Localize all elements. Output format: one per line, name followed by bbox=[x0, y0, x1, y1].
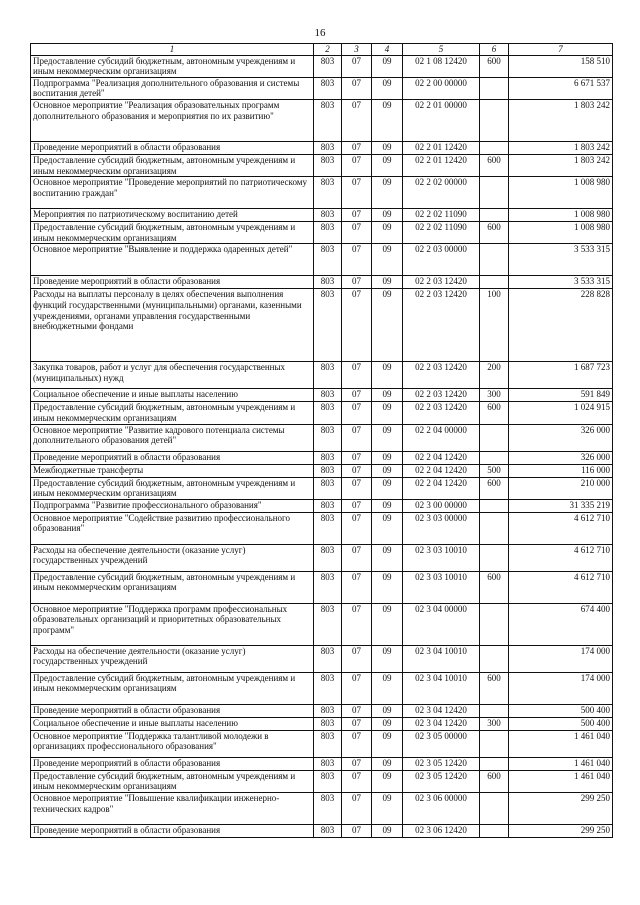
column-header: 6 bbox=[480, 44, 509, 56]
row-target-article: 02 3 06 12420 bbox=[403, 824, 480, 837]
row-subsection: 09 bbox=[372, 424, 403, 451]
table-row bbox=[31, 770, 613, 792]
row-expense-type bbox=[480, 209, 509, 222]
row-target-article: 02 2 02 00000 bbox=[403, 177, 480, 209]
row-section: 07 bbox=[342, 55, 372, 77]
row-subsection: 09 bbox=[372, 289, 403, 362]
row-grbs: 803 bbox=[314, 792, 342, 824]
row-subsection: 09 bbox=[372, 55, 403, 77]
table-row bbox=[31, 824, 613, 837]
row-name: Расходы на обеспечение деятельности (оказание услуг) государственных учреждений bbox=[31, 544, 314, 571]
table-row bbox=[31, 757, 613, 770]
row-name: Основное мероприятие "Повышение квалификации инженерно-технических кадров" bbox=[31, 792, 314, 824]
row-section: 07 bbox=[342, 477, 372, 499]
row-section: 07 bbox=[342, 451, 372, 464]
table-row bbox=[31, 704, 613, 717]
row-subsection: 09 bbox=[372, 824, 403, 837]
row-grbs: 803 bbox=[314, 177, 342, 209]
row-grbs: 803 bbox=[314, 704, 342, 717]
row-expense-type: 300 bbox=[480, 389, 509, 402]
row-amount: 116 000 bbox=[509, 464, 613, 477]
row-name: Проведение мероприятий в области образования bbox=[31, 704, 314, 717]
row-expense-type: 600 bbox=[480, 571, 509, 603]
row-amount: 500 400 bbox=[509, 704, 613, 717]
row-amount: 210 000 bbox=[509, 477, 613, 499]
row-subsection: 09 bbox=[372, 645, 403, 672]
table-row bbox=[31, 512, 613, 544]
row-amount: 4 612 710 bbox=[509, 544, 613, 571]
row-name: Подпрограмма "Реализация дополнительного образования и системы воспитания детей" bbox=[31, 77, 314, 99]
row-expense-type bbox=[480, 730, 509, 757]
row-expense-type bbox=[480, 512, 509, 544]
row-name: Расходы на выплаты персоналу в целях обеспечения выполнения функций государственными (муниципальными) органами, казенными учреждениями, органами управления государственными внебюджетными фондами bbox=[31, 289, 314, 362]
row-amount: 299 250 bbox=[509, 792, 613, 824]
row-subsection: 09 bbox=[372, 402, 403, 424]
row-grbs: 803 bbox=[314, 672, 342, 704]
row-amount: 3 533 315 bbox=[509, 244, 613, 276]
row-section: 07 bbox=[342, 244, 372, 276]
row-section: 07 bbox=[342, 77, 372, 99]
table-row bbox=[31, 209, 613, 222]
row-section: 07 bbox=[342, 792, 372, 824]
row-subsection: 09 bbox=[372, 603, 403, 645]
row-expense-type bbox=[480, 424, 509, 451]
row-subsection: 09 bbox=[372, 477, 403, 499]
row-section: 07 bbox=[342, 571, 372, 603]
row-subsection: 09 bbox=[372, 154, 403, 176]
table-row bbox=[31, 362, 613, 389]
row-amount: 326 000 bbox=[509, 424, 613, 451]
row-name: Проведение мероприятий в области образования bbox=[31, 757, 314, 770]
row-target-article: 02 2 00 00000 bbox=[403, 77, 480, 99]
row-section: 07 bbox=[342, 757, 372, 770]
row-section: 07 bbox=[342, 222, 372, 244]
row-grbs: 803 bbox=[314, 603, 342, 645]
row-grbs: 803 bbox=[314, 99, 342, 141]
row-expense-type bbox=[480, 99, 509, 141]
row-grbs: 803 bbox=[314, 512, 342, 544]
row-amount: 1 461 040 bbox=[509, 770, 613, 792]
row-section: 07 bbox=[342, 824, 372, 837]
table-row bbox=[31, 730, 613, 757]
row-target-article: 02 3 04 00000 bbox=[403, 603, 480, 645]
row-subsection: 09 bbox=[372, 512, 403, 544]
table-body bbox=[31, 55, 613, 837]
row-expense-type bbox=[480, 451, 509, 464]
row-section: 07 bbox=[342, 672, 372, 704]
row-target-article: 02 3 04 10010 bbox=[403, 645, 480, 672]
row-expense-type bbox=[480, 177, 509, 209]
row-expense-type bbox=[480, 603, 509, 645]
row-grbs: 803 bbox=[314, 477, 342, 499]
row-section: 07 bbox=[342, 704, 372, 717]
budget-table bbox=[30, 43, 613, 838]
row-section: 07 bbox=[342, 424, 372, 451]
row-target-article: 02 3 04 12420 bbox=[403, 704, 480, 717]
row-grbs: 803 bbox=[314, 770, 342, 792]
row-expense-type: 600 bbox=[480, 672, 509, 704]
row-target-article: 02 2 02 11090 bbox=[403, 222, 480, 244]
row-subsection: 09 bbox=[372, 141, 403, 154]
table-row bbox=[31, 77, 613, 99]
row-target-article: 02 1 08 12420 bbox=[403, 55, 480, 77]
row-target-article: 02 2 01 12420 bbox=[403, 141, 480, 154]
row-expense-type bbox=[480, 544, 509, 571]
row-target-article: 02 2 03 12420 bbox=[403, 276, 480, 289]
row-expense-type: 600 bbox=[480, 770, 509, 792]
table-row bbox=[31, 571, 613, 603]
row-target-article: 02 3 05 12420 bbox=[403, 757, 480, 770]
row-name: Подпрограмма "Развитие профессионального образования" bbox=[31, 499, 314, 512]
row-amount: 174 000 bbox=[509, 672, 613, 704]
row-amount: 158 510 bbox=[509, 55, 613, 77]
row-subsection: 09 bbox=[372, 464, 403, 477]
row-section: 07 bbox=[342, 276, 372, 289]
row-subsection: 09 bbox=[372, 704, 403, 717]
row-section: 07 bbox=[342, 544, 372, 571]
row-expense-type: 600 bbox=[480, 477, 509, 499]
row-grbs: 803 bbox=[314, 276, 342, 289]
row-subsection: 09 bbox=[372, 717, 403, 730]
row-name: Социальное обеспечение и иные выплаты населению bbox=[31, 389, 314, 402]
row-name: Основное мероприятие "Поддержка талантливой молодежи в организациях профессионального образования" bbox=[31, 730, 314, 757]
table-row bbox=[31, 177, 613, 209]
table-row bbox=[31, 603, 613, 645]
row-target-article: 02 2 02 11090 bbox=[403, 209, 480, 222]
row-section: 07 bbox=[342, 402, 372, 424]
row-target-article: 02 2 04 00000 bbox=[403, 424, 480, 451]
row-target-article: 02 2 03 12420 bbox=[403, 402, 480, 424]
table-row bbox=[31, 477, 613, 499]
row-name: Предоставление субсидий бюджетным, автономным учреждениям и иным некоммерческим организациям bbox=[31, 770, 314, 792]
row-expense-type: 100 bbox=[480, 289, 509, 362]
row-subsection: 09 bbox=[372, 499, 403, 512]
column-header: 1 bbox=[31, 44, 314, 56]
row-target-article: 02 3 00 00000 bbox=[403, 499, 480, 512]
page-number: 16 bbox=[314, 27, 326, 39]
row-name: Проведение мероприятий в области образования bbox=[31, 276, 314, 289]
table-row bbox=[31, 499, 613, 512]
row-grbs: 803 bbox=[314, 544, 342, 571]
row-amount: 500 400 bbox=[509, 717, 613, 730]
row-expense-type: 600 bbox=[480, 154, 509, 176]
row-target-article: 02 2 03 12420 bbox=[403, 362, 480, 389]
row-target-article: 02 2 03 00000 bbox=[403, 244, 480, 276]
table-row bbox=[31, 402, 613, 424]
row-expense-type bbox=[480, 141, 509, 154]
row-target-article: 02 2 01 12420 bbox=[403, 154, 480, 176]
row-amount: 1 803 242 bbox=[509, 99, 613, 141]
row-section: 07 bbox=[342, 141, 372, 154]
row-name: Предоставление субсидий бюджетным, автономным учреждениям и иным некоммерческим организациям bbox=[31, 154, 314, 176]
row-section: 07 bbox=[342, 362, 372, 389]
row-name: Мероприятия по патриотическому воспитанию детей bbox=[31, 209, 314, 222]
row-subsection: 09 bbox=[372, 77, 403, 99]
row-expense-type: 300 bbox=[480, 717, 509, 730]
row-target-article: 02 3 03 10010 bbox=[403, 571, 480, 603]
row-name: Межбюджетные трансферты bbox=[31, 464, 314, 477]
row-target-article: 02 2 04 12420 bbox=[403, 451, 480, 464]
row-grbs: 803 bbox=[314, 77, 342, 99]
row-name: Проведение мероприятий в области образования bbox=[31, 141, 314, 154]
row-amount: 228 828 bbox=[509, 289, 613, 362]
table-row bbox=[31, 645, 613, 672]
row-section: 07 bbox=[342, 99, 372, 141]
row-section: 07 bbox=[342, 289, 372, 362]
row-subsection: 09 bbox=[372, 276, 403, 289]
row-amount: 1 461 040 bbox=[509, 757, 613, 770]
row-amount: 4 612 710 bbox=[509, 512, 613, 544]
row-name: Социальное обеспечение и иные выплаты населению bbox=[31, 717, 314, 730]
row-subsection: 09 bbox=[372, 571, 403, 603]
row-grbs: 803 bbox=[314, 389, 342, 402]
row-grbs: 803 bbox=[314, 824, 342, 837]
column-header: 7 bbox=[509, 44, 613, 56]
row-expense-type bbox=[480, 645, 509, 672]
row-target-article: 02 3 06 00000 bbox=[403, 792, 480, 824]
row-amount: 1 008 980 bbox=[509, 209, 613, 222]
row-amount: 174 000 bbox=[509, 645, 613, 672]
row-section: 07 bbox=[342, 209, 372, 222]
row-name: Основное мероприятие "Реализация образовательных программ дополнительного образования и мероприятия по их развитию" bbox=[31, 99, 314, 141]
row-amount: 4 612 710 bbox=[509, 571, 613, 603]
row-section: 07 bbox=[342, 730, 372, 757]
row-grbs: 803 bbox=[314, 244, 342, 276]
row-name: Основное мероприятие "Выявление и поддержка одаренных детей" bbox=[31, 244, 314, 276]
row-amount: 1 687 723 bbox=[509, 362, 613, 389]
row-amount: 1 008 980 bbox=[509, 177, 613, 209]
row-amount: 326 000 bbox=[509, 451, 613, 464]
row-target-article: 02 2 01 00000 bbox=[403, 99, 480, 141]
table-row bbox=[31, 289, 613, 362]
row-name: Проведение мероприятий в области образования bbox=[31, 451, 314, 464]
row-name: Основное мероприятие "Развитие кадрового потенциала системы дополнительного образования детей" bbox=[31, 424, 314, 451]
row-name: Проведение мероприятий в области образования bbox=[31, 824, 314, 837]
row-grbs: 803 bbox=[314, 757, 342, 770]
row-section: 07 bbox=[342, 177, 372, 209]
row-target-article: 02 3 05 12420 bbox=[403, 770, 480, 792]
row-name: Предоставление субсидий бюджетным, автономным учреждениям и иным некоммерческим организациям bbox=[31, 402, 314, 424]
table-row bbox=[31, 672, 613, 704]
row-expense-type: 600 bbox=[480, 402, 509, 424]
row-grbs: 803 bbox=[314, 451, 342, 464]
column-header: 3 bbox=[342, 44, 372, 56]
table-row bbox=[31, 792, 613, 824]
table-row bbox=[31, 276, 613, 289]
row-subsection: 09 bbox=[372, 770, 403, 792]
row-name: Предоставление субсидий бюджетным, автономным учреждениям и иным некоммерческим организациям bbox=[31, 477, 314, 499]
row-name: Предоставление субсидий бюджетным, автономным учреждениям и иным некоммерческим организациям bbox=[31, 672, 314, 704]
row-grbs: 803 bbox=[314, 645, 342, 672]
row-expense-type bbox=[480, 824, 509, 837]
row-grbs: 803 bbox=[314, 424, 342, 451]
row-amount: 1 461 040 bbox=[509, 730, 613, 757]
column-header: 5 bbox=[403, 44, 480, 56]
table-row bbox=[31, 154, 613, 176]
row-section: 07 bbox=[342, 603, 372, 645]
row-amount: 674 400 bbox=[509, 603, 613, 645]
row-section: 07 bbox=[342, 499, 372, 512]
table-row bbox=[31, 55, 613, 77]
row-name: Предоставление субсидий бюджетным, автономным учреждениям и иным некоммерческим организациям bbox=[31, 55, 314, 77]
row-name: Основное мероприятие "Проведение мероприятий по патриотическому воспитанию граждан" bbox=[31, 177, 314, 209]
row-name: Закупка товаров, работ и услуг для обеспечения государственных (муниципальных) нужд bbox=[31, 362, 314, 389]
row-grbs: 803 bbox=[314, 209, 342, 222]
row-amount: 3 533 315 bbox=[509, 276, 613, 289]
row-subsection: 09 bbox=[372, 730, 403, 757]
row-expense-type: 500 bbox=[480, 464, 509, 477]
row-amount: 299 250 bbox=[509, 824, 613, 837]
row-section: 07 bbox=[342, 770, 372, 792]
row-target-article: 02 2 04 12420 bbox=[403, 477, 480, 499]
row-grbs: 803 bbox=[314, 402, 342, 424]
row-grbs: 803 bbox=[314, 141, 342, 154]
row-target-article: 02 2 03 12420 bbox=[403, 389, 480, 402]
row-amount: 6 671 537 bbox=[509, 77, 613, 99]
row-subsection: 09 bbox=[372, 222, 403, 244]
row-subsection: 09 bbox=[372, 451, 403, 464]
row-grbs: 803 bbox=[314, 55, 342, 77]
table-row bbox=[31, 717, 613, 730]
row-target-article: 02 3 03 00000 bbox=[403, 512, 480, 544]
row-section: 07 bbox=[342, 645, 372, 672]
row-subsection: 09 bbox=[372, 209, 403, 222]
row-expense-type bbox=[480, 704, 509, 717]
table-row bbox=[31, 141, 613, 154]
row-grbs: 803 bbox=[314, 222, 342, 244]
row-name: Расходы на обеспечение деятельности (оказание услуг) государственных учреждений bbox=[31, 645, 314, 672]
row-target-article: 02 3 04 10010 bbox=[403, 672, 480, 704]
row-grbs: 803 bbox=[314, 362, 342, 389]
row-subsection: 09 bbox=[372, 362, 403, 389]
row-subsection: 09 bbox=[372, 757, 403, 770]
row-subsection: 09 bbox=[372, 99, 403, 141]
table-row bbox=[31, 424, 613, 451]
row-expense-type bbox=[480, 792, 509, 824]
row-expense-type bbox=[480, 276, 509, 289]
row-grbs: 803 bbox=[314, 154, 342, 176]
row-name: Предоставление субсидий бюджетным, автономным учреждениям и иным некоммерческим организациям bbox=[31, 222, 314, 244]
row-amount: 591 849 bbox=[509, 389, 613, 402]
row-grbs: 803 bbox=[314, 289, 342, 362]
table-row bbox=[31, 244, 613, 276]
row-target-article: 02 2 03 12420 bbox=[403, 289, 480, 362]
row-target-article: 02 3 05 00000 bbox=[403, 730, 480, 757]
column-number-row bbox=[31, 44, 613, 56]
row-subsection: 09 bbox=[372, 244, 403, 276]
row-amount: 31 335 219 bbox=[509, 499, 613, 512]
row-amount: 1 803 242 bbox=[509, 154, 613, 176]
row-grbs: 803 bbox=[314, 717, 342, 730]
row-target-article: 02 2 04 12420 bbox=[403, 464, 480, 477]
row-subsection: 09 bbox=[372, 177, 403, 209]
row-expense-type bbox=[480, 757, 509, 770]
row-grbs: 803 bbox=[314, 571, 342, 603]
row-subsection: 09 bbox=[372, 672, 403, 704]
row-subsection: 09 bbox=[372, 792, 403, 824]
table-row bbox=[31, 464, 613, 477]
row-amount: 1 008 980 bbox=[509, 222, 613, 244]
row-grbs: 803 bbox=[314, 499, 342, 512]
column-header: 2 bbox=[314, 44, 342, 56]
row-amount: 1 803 242 bbox=[509, 141, 613, 154]
row-expense-type: 200 bbox=[480, 362, 509, 389]
row-target-article: 02 3 03 10010 bbox=[403, 544, 480, 571]
row-name: Основное мероприятие "Содействие развитию профессионального образования" bbox=[31, 512, 314, 544]
table-row bbox=[31, 222, 613, 244]
table-row bbox=[31, 99, 613, 141]
row-expense-type bbox=[480, 499, 509, 512]
row-subsection: 09 bbox=[372, 544, 403, 571]
row-expense-type bbox=[480, 244, 509, 276]
row-amount: 1 024 915 bbox=[509, 402, 613, 424]
table-row bbox=[31, 389, 613, 402]
row-name: Основное мероприятие "Поддержка программ профессиональных образовательных организаций и приоритетных образовательных программ" bbox=[31, 603, 314, 645]
row-section: 07 bbox=[342, 464, 372, 477]
row-grbs: 803 bbox=[314, 464, 342, 477]
row-expense-type: 600 bbox=[480, 222, 509, 244]
row-section: 07 bbox=[342, 512, 372, 544]
row-section: 07 bbox=[342, 154, 372, 176]
row-expense-type bbox=[480, 77, 509, 99]
table-row bbox=[31, 451, 613, 464]
row-target-article: 02 3 04 12420 bbox=[403, 717, 480, 730]
row-section: 07 bbox=[342, 717, 372, 730]
row-section: 07 bbox=[342, 389, 372, 402]
row-grbs: 803 bbox=[314, 730, 342, 757]
row-subsection: 09 bbox=[372, 389, 403, 402]
row-name: Предоставление субсидий бюджетным, автономным учреждениям и иным некоммерческим организациям bbox=[31, 571, 314, 603]
row-expense-type: 600 bbox=[480, 55, 509, 77]
table-row bbox=[31, 544, 613, 571]
column-header: 4 bbox=[372, 44, 403, 56]
